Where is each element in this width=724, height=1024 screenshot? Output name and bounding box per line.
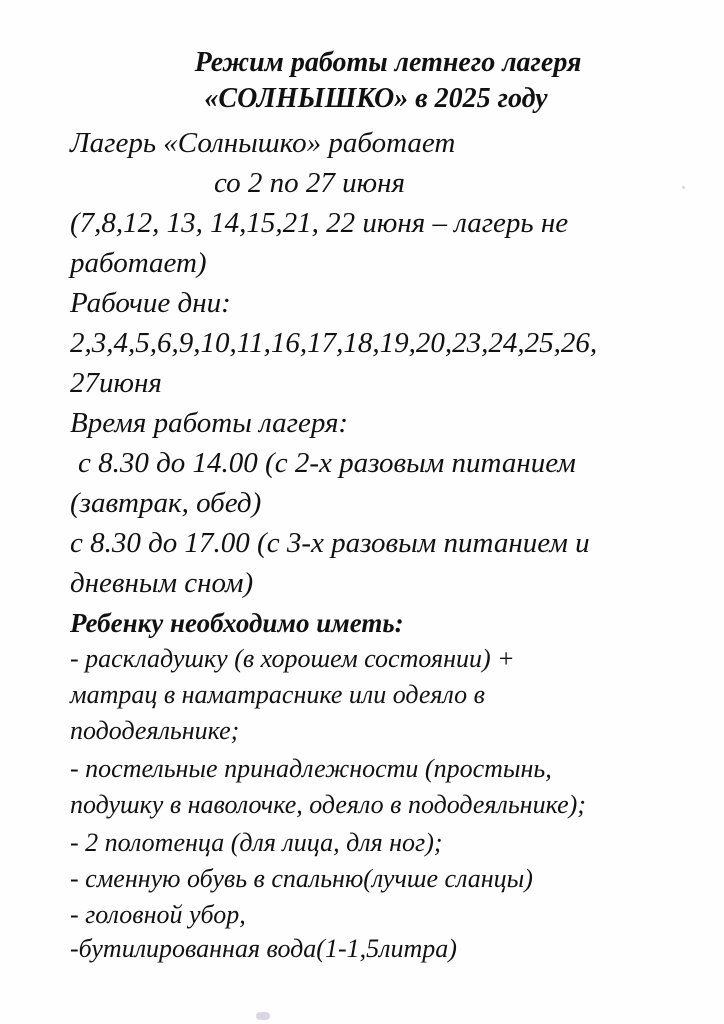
working-days-list-cont: 27июня [70,367,162,399]
needs-item: - сменную обувь в спальню(лучше сланцы) [70,864,533,893]
scan-speck [256,1012,270,1020]
needs-item: подушку в наволочке, одеяло в пододеяльнике); [70,790,586,819]
title-line-1: Режим работы летнего лагеря [194,47,582,78]
closed-days-line-cont: работает) [70,247,207,279]
working-days-label: Рабочие дни: [70,287,231,319]
needs-item: матрац в наматраснике или одеяло в [70,680,485,709]
needs-heading: Ребенку необходимо иметь: [70,608,404,638]
closed-days-line: (7,8,12, 13, 14,15,21, 22 июня – лагерь не [70,207,569,239]
title-line-2: «СОЛНЫШКО» в 2025 году [204,83,548,114]
needs-item: - 2 полотенца (для лица, для ног); [70,828,443,857]
needs-item: пододеяльнике; [70,716,240,745]
needs-item: - постельные принадлежности (простынь, [70,754,552,783]
working-days-list: 2,3,4,5,6,9,10,11,16,17,18,19,20,23,24,25,26, [70,327,598,359]
scan-speck [682,186,685,189]
hours-label: Время работы лагеря: [70,407,349,439]
needs-item: - головной убор, [70,900,246,929]
hours-option-1: с 8.30 до 14.00 (с 2-х разовым питанием [78,447,576,479]
hours-option-2-cont: дневным сном) [70,567,254,599]
hours-option-1-cont: (завтрак, обед) [70,487,262,519]
camp-dates-line: со 2 по 27 июня [214,167,405,199]
camp-works-line: Лагерь «Солнышко» работает [70,127,456,159]
needs-item: - раскладушку (в хорошем состоянии) + [70,644,515,673]
hours-option-2: с 8.30 до 17.00 (с 3-х разовым питанием и [70,527,590,559]
needs-item: -бутилированная вода(1-1,5литра) [70,934,457,963]
